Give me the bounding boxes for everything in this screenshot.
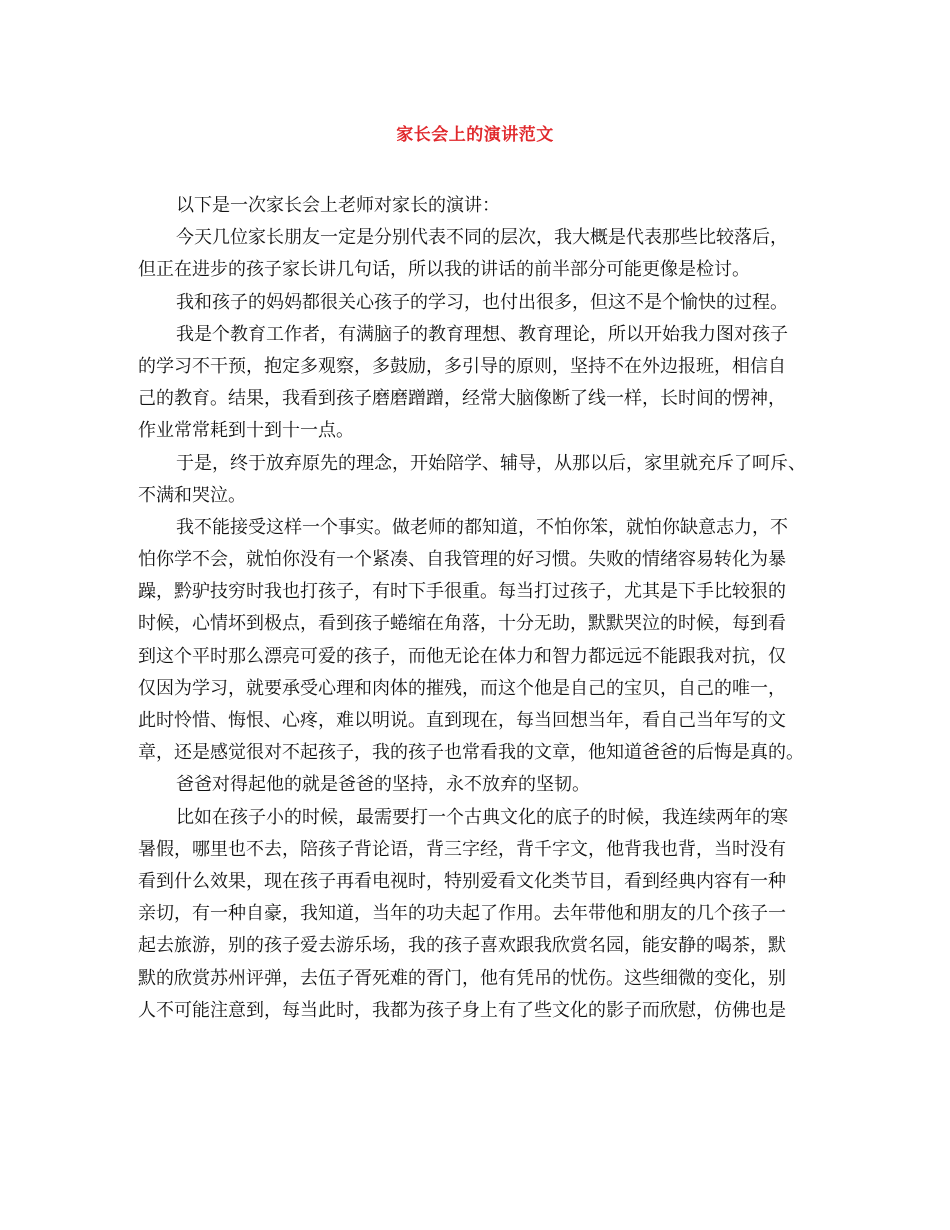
text-line: 看到什么效果，现在孩子再看电视时，特别爱看文化类节目，看到经典内容有一种 [138,870,786,892]
text-line: 比如在孩子小的时候，最需要打一个古典文化的底子的时候，我连续两年的寒 [176,806,788,828]
text-line: 我和孩子的妈妈都很关心孩子的学习，也付出很多，但这不是个愉快的过程。 [176,291,788,313]
text-line: 不满和哭泣。 [138,484,246,506]
text-line: 章，还是感觉很对不起孩子，我的孩子也常看我的文章，他知道爸爸的后悔是真的。 [138,742,804,764]
text-line: 作业常常耗到十到十一点。 [138,420,354,442]
text-line: 此时怜惜、悔恨、心疼，难以明说。直到现在，每当回想当年，看自己当年写的文 [138,710,786,731]
text-line: 我不能接受这样一个事实。做老师的都知道，不怕你笨，就怕你缺意志力，不 [176,516,788,538]
document-body [138,190,820,1027]
text-line: 躁，黔驴技穷时我也打孩子，有时下手很重。每当打过孩子，尤其是下手比较狠的 [138,581,786,603]
text-line: 人不可能注意到，每当此时，我都为孩子身上有了些文化的影子而欣慰，仿佛也是 [138,999,786,1021]
text-line: 时候，心情坏到极点，看到孩子蜷缩在角落，十分无助，默默哭泣的时候，每到看 [138,613,786,635]
text-line: 仅因为学习，就要承受心理和肉体的摧残，而这个他是自己的宝贝，自己的唯一， [138,677,786,699]
text-line: 但正在进步的孩子家长讲几句话，所以我的讲话的前半部分可能更像是检讨。 [138,259,750,281]
text-line: 爸爸对得起他的就是爸爸的坚持，永不放弃的坚韧。 [176,774,590,796]
text-line: 亲切，有一种自豪，我知道，当年的功夫起了作用。去年带他和朋友的几个孩子一 [138,903,786,925]
text-line: 今天几位家长朋友一定是分别代表不同的层次，我大概是代表那些比较落后， [176,227,788,249]
text-line: 己的教育。结果，我看到孩子磨磨蹭蹭，经常大脑像断了线一样，长时间的愣神， [138,388,786,410]
text-line: 我是个教育工作者，有满脑子的教育理想、教育理论，所以开始我力图对孩子 [176,323,788,345]
text-line: 暑假，哪里也不去，陪孩子背论语，背三字经，背千字文，他背我也背，当时没有 [138,838,786,860]
text-line: 怕你学不会，就怕你没有一个紧凑、自我管理的好习惯。失败的情绪容易转化为暴 [138,549,786,571]
text-line: 以下是一次家长会上老师对家长的演讲： [176,195,500,216]
text-line: 到这个平时那么漂亮可爱的孩子，而他无论在体力和智力都远远不能跟我对抗，仅 [138,645,786,667]
document-title: 家长会上的演讲范文 [396,125,554,145]
text-line: 默的欣赏苏州评弹，去伍子胥死难的胥门，他有凭吊的忧伤。这些细微的变化，别 [138,967,786,989]
text-line: 的学习不干预，抱定多观察，多鼓励，多引导的原则，坚持不在外边报班，相信自 [138,355,786,377]
text-line: 起去旅游，别的孩子爱去游乐场，我的孩子喜欢跟我欣赏名园，能安静的喝茶，默 [138,935,786,957]
text-line: 于是，终于放弃原先的理念，开始陪学、辅导，从那以后，家里就充斥了呵斥、 [176,452,806,474]
